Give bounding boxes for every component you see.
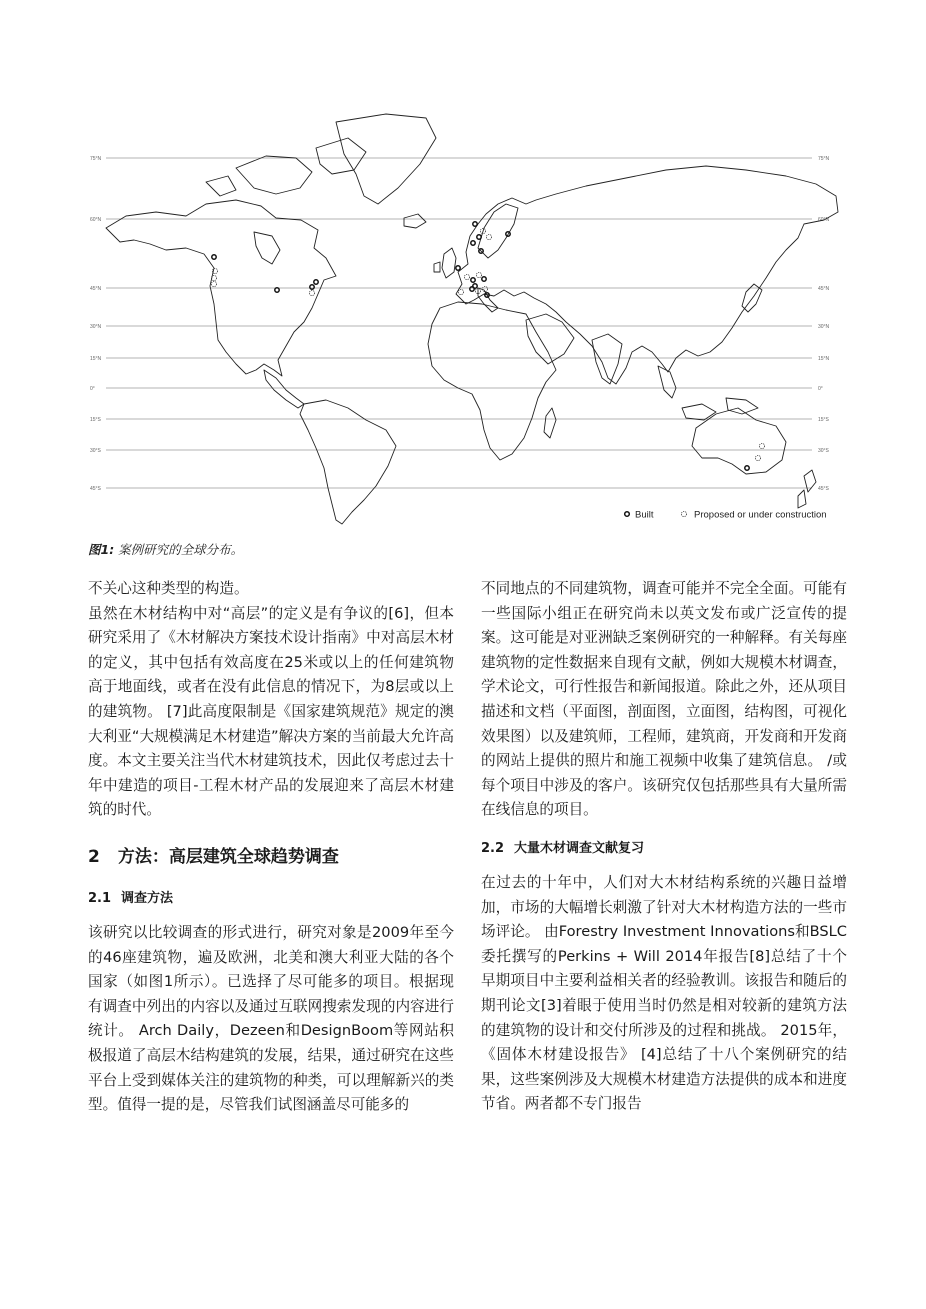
left-paragraph-3: 该研究以比较调查的形式进行，研究对象是2009年至今的46座建筑物，遍及欧洲，北美和澳大利亚大陆的各个国家（如图1所示）。已选择了尽可能多的项目。根据现有调查中列出的内容以及通过互联网搜索发现的内容进行统计。 Arch Daily，Dezeen和DesignBoom等网站积极报道了高层木结构建筑的发展，结果，通过研究在这些平台上受到媒体关注的建筑物的种类，可以理解新兴的类型。值得一提的是，尽管我们试图涵盖尽可能多的 <box>88 923 454 1114</box>
left-paragraph-1: 不关心这种类型的构造。 <box>88 580 249 597</box>
built-marker <box>471 278 475 282</box>
eurasia-outline <box>456 166 838 384</box>
latitude-label: 15°N <box>818 355 830 362</box>
proposed-marker <box>464 274 469 279</box>
southeast-asia-outline <box>658 366 758 420</box>
hudson-bay-outline <box>254 232 280 264</box>
legend-built-label: Built <box>635 509 654 521</box>
section-heading-2 <box>88 843 454 871</box>
right-paragraph-1: 不同地点的不同建筑物，调查可能并不完全全面。可能有一些国际小组正在研究尚未以英文发布或广泛宣传的提案。这可能是对亚洲缺乏案例研究的一种解释。有关每座建筑物的定性数据来自现有文献，例如大规模木材调查，学术论文，可行性报告和新闻报道。除此之外，还从项目描述和文档（平面图，剖面图，立面图，结构图，可视化效果图）以及建筑师，工程师，建筑商，开发商和开发商的网站上提供的照片和施工视频中收集了建筑信息。 /或每个项目中涉及的客户。该研究仅包括那些具有大量所需在线信息的项目。 <box>481 580 847 819</box>
legend-proposed-label: Proposed or under construction <box>694 509 827 521</box>
new-zealand-outline <box>798 470 816 508</box>
figure-caption <box>88 540 243 558</box>
proposed-marker <box>211 281 216 286</box>
section-number: 2 <box>88 846 100 867</box>
italy-outline <box>478 288 498 312</box>
figure-caption-text: 案例研究的全球分布。 <box>114 542 244 557</box>
scandinavia-outline <box>478 204 518 258</box>
british-isles-outline <box>434 248 456 278</box>
latitude-label: 45°N <box>818 285 830 292</box>
right-paragraph-2: 在过去的十年中，人们对大木材结构系统的兴趣日益增加，市场的大幅增长刺激了针对大木材构造方法的一些市场评论。 由Forestry Investment Innovations和BSLC委托撰写的Perkins + Will 2014年报告[8]总结了十个早期项目中主要利益相关者的经验教训。该报告和随后的期刊论文[3]着眼于使用当时仍然是相对较新的建筑方法的建筑物的设计和交付所涉及的过程和挑战。 2015年，《固体木材建设报告》 [4]总结了十八个案例研究的结果，这些案例涉及大规模木材建造方法提供的成本和进度节省。两者都不专门报告 <box>481 873 847 1113</box>
latitude-label: 60°N <box>818 216 830 223</box>
built-marker <box>275 288 279 292</box>
built-marker <box>456 266 460 270</box>
central-america-outline <box>264 370 304 408</box>
latitude-label: 30°S <box>90 447 101 454</box>
left-column <box>88 577 454 1118</box>
built-marker <box>310 285 314 289</box>
madagascar-outline <box>544 408 556 438</box>
latitude-label: 45°S <box>90 485 101 492</box>
legend-built-marker <box>625 512 630 517</box>
built-marker <box>471 241 475 245</box>
latitude-label: 30°S <box>818 447 829 454</box>
australia-outline <box>692 408 786 474</box>
figure-caption-label: 图1: <box>88 542 115 557</box>
section-title: 方法：高层建筑全球趋势调查 <box>117 846 339 867</box>
built-marker <box>482 277 486 281</box>
latitude-label: 30°N <box>90 323 102 330</box>
latitude-label: 75°N <box>818 155 830 162</box>
latitude-lines <box>90 156 830 492</box>
latitude-label: 15°S <box>90 416 101 423</box>
proposed-marker <box>476 272 481 277</box>
latitude-label: 0° <box>818 385 823 392</box>
case-study-markers <box>211 222 764 470</box>
greenland-outline <box>336 114 436 204</box>
latitude-label: 45°S <box>818 485 829 492</box>
latitude-label: 45°N <box>90 285 102 292</box>
proposed-marker <box>759 443 764 448</box>
iceland-outline <box>404 214 426 228</box>
continent-outlines <box>106 114 838 524</box>
south-america-outline <box>300 400 396 524</box>
latitude-label: 75°N <box>90 155 102 162</box>
proposed-marker <box>309 290 314 295</box>
right-column <box>481 577 847 1117</box>
proposed-marker <box>486 234 491 239</box>
built-marker <box>477 235 481 239</box>
latitude-label: 15°S <box>818 416 829 423</box>
world-map-figure <box>86 108 844 526</box>
map-legend <box>625 510 827 521</box>
legend-proposed-marker <box>681 511 686 516</box>
latitude-label: 15°N <box>90 355 102 362</box>
subsection-number: 2.1 <box>88 890 112 906</box>
proposed-marker <box>755 455 760 460</box>
proposed-marker <box>458 289 463 294</box>
built-marker <box>314 280 318 284</box>
subsection-title: 大量木材调查文献复习 <box>514 840 645 856</box>
latitude-label: 60°N <box>90 216 102 223</box>
subsection-heading-2-2 <box>481 839 847 859</box>
subsection-number: 2.2 <box>481 840 505 856</box>
left-paragraph-2: 虽然在木材结构中对“高层”的定义是有争议的[6]，但本研究采用了《木材解决方案技术设计指南》中对高层木材的定义，其中包括有效高度在25米或以上的任何建筑物高于地面线，或者在没有此信息的情况下，为8层或以上的建筑物。 [7]此高度限制是《国家建筑规范》规定的澳大利亚“大规模满足木材建造”解决方案的当前最大允许高度。本文主要关注当代木材建筑技术，因此仅考虑过去十年中建造的项目-工程木材产品的发展迎来了高层木材建筑的时代。 <box>88 604 454 819</box>
subsection-title: 调查方法 <box>121 890 174 906</box>
latitude-label: 0° <box>90 385 95 392</box>
built-marker <box>473 284 477 288</box>
subsection-heading-2-1 <box>88 889 454 909</box>
built-marker <box>212 255 216 259</box>
latitude-label: 30°N <box>818 323 830 330</box>
built-marker <box>473 222 477 226</box>
built-marker <box>745 466 749 470</box>
